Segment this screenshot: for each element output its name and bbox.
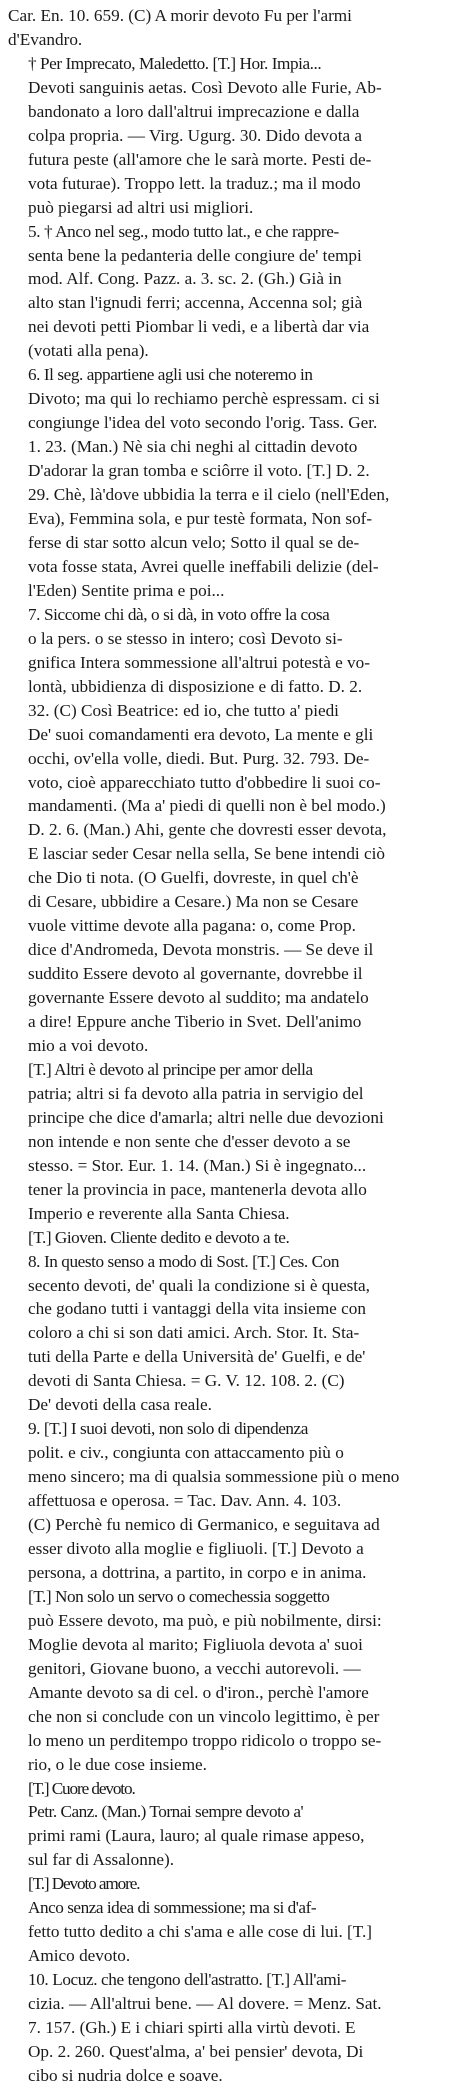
text-line: alto stan l'ignudi ferri; accenna, Accenna sol; già: [28, 293, 363, 313]
text-line: [T.] Gioven. Cliente dedito e devoto a te.: [28, 1227, 290, 1247]
text-line: secento devoti, de' quali la condizione si è questa,: [28, 1275, 370, 1295]
text-line: Eva), Femmina sola, e pur testè formata, Non sof-: [28, 509, 373, 529]
text-line: senta bene la pedanteria delle congiure de' tempi: [28, 245, 362, 265]
para-10: [8, 1968, 463, 2088]
text-line: vuole vittime devote alla pagana: o, come Prop.: [28, 916, 356, 936]
text-line: Moglie devota al marito; Figliuola devota a' suoi: [28, 1634, 363, 1654]
text-line: congiunge l'idea del voto secondo l'orig. Tass. Ger.: [28, 413, 378, 433]
text-line: persona, a dottrina, a partito, in corpo e in anima.: [28, 1562, 367, 1582]
text-line: d'Evandro.: [8, 29, 83, 49]
para-devoto-amore: [8, 1872, 463, 1896]
text-line: D. 2. 6. (Man.) Ahi, gente che dovresti esser devota,: [28, 820, 387, 840]
text-line: † Per Imprecato, Maledetto. [T.] Hor. Impia...: [28, 53, 322, 73]
text-line: 5. † Anco nel seg., modo tutto lat., e che rappre-: [28, 221, 339, 241]
text-line: può Essere devoto, ma può, e più nobilmente, dirsi:: [28, 1610, 382, 1630]
text-line: cizia. — All'altrui bene. — Al dovere. = Menz. Sat.: [28, 1994, 382, 2014]
para-petr-canz: [8, 1800, 463, 1872]
text-line: futura peste (all'amore che le sarà morte. Pesti de-: [28, 149, 372, 169]
text-line: Op. 2. 260. Quest'alma, a' bei pensier' devota, Di: [28, 2042, 364, 2062]
text-line: [T.] Non solo un servo o comechessia soggetto: [28, 1586, 330, 1606]
text-line: l'Eden) Sentite prima e poi...: [28, 580, 225, 600]
text-line: genitori, Giovane buono, a vecchi autorevoli. —: [28, 1658, 361, 1678]
text-line: 32. (C) Così Beatrice: ed io, che tutto a' piedi: [28, 700, 339, 720]
text-line: colpa propria. — Virg. Ugurg. 30. Dido devota a: [28, 125, 363, 145]
text-line: 10. Locuz. che tengono dell'astratto. [T.] All'ami-: [28, 1970, 347, 1990]
text-line: De' devoti della casa reale.: [28, 1395, 212, 1415]
text-line: primi rami (Laura, lauro; al quale rimase appeso,: [28, 1826, 365, 1846]
para-6: [8, 363, 463, 603]
text-line: ferse di star sotto alcun velo; Sotto il qual se de-: [28, 532, 360, 552]
text-line: [T.] Altri è devoto al principe per amor della: [28, 1059, 313, 1079]
text-line: governante Essere devoto al suddito; ma andatelo: [28, 988, 369, 1008]
para-7: [8, 603, 463, 1058]
text-line: tener la provincia in pace, mantenerla devota allo: [28, 1179, 367, 1199]
text-line: 29. Chè, là'dove ubbidia la terra e il cielo (nell'Eden,: [28, 485, 390, 505]
para-car-en-10: [8, 4, 463, 52]
text-line: 1. 23. (Man.) Nè sia chi neghi al cittadin devoto: [28, 437, 358, 457]
text-line: Car. En. 10. 659. (C) A morir devoto Fu per l'armi: [8, 6, 352, 25]
text-line: 7. Siccome chi dà, o si dà, in voto offre la cosa: [28, 604, 330, 624]
text-line: sul far di Assalonne).: [28, 1850, 175, 1870]
text-line: (C) Perchè fu nemico di Germanico, e seguitava ad: [28, 1515, 380, 1535]
text-line: [T.] Cuore devoto.: [28, 1778, 135, 1798]
text-line: 9. [T.] I suoi devoti, non solo di dipendenza: [28, 1419, 308, 1439]
text-line: suddito Essere devoto al governante, dovrebbe il: [28, 964, 363, 984]
text-line: può piegarsi ad altri usi migliori.: [28, 197, 254, 217]
para-cuore-devoto: [8, 1777, 463, 1801]
para-anco-senza: [8, 1896, 463, 1968]
text-line: coloro a chi si son dati amici. Arch. Stor. It. Sta-: [28, 1323, 360, 1343]
text-line: mod. Alf. Cong. Pazz. a. 3. sc. 2. (Gh.) Già in: [28, 269, 342, 289]
text-line: lo meno un perditempo troppo ridicolo o troppo se-: [28, 1730, 382, 1750]
text-line: mio a voi devoto.: [28, 1035, 149, 1055]
para-9: [8, 1417, 463, 1585]
text-line: a dire! Eppure anche Tiberio in Svet. Dell'animo: [28, 1012, 362, 1032]
para-per-imprecato: [8, 52, 463, 220]
text-line: De' suoi comandamenti era devoto, La mente e gli: [28, 724, 374, 744]
para-non-solo-servo: [8, 1585, 463, 1777]
text-line: (votati alla pena).: [28, 341, 149, 361]
para-gioven: [8, 1226, 463, 1250]
text-line: bandonato a loro dall'altrui imprecazione e dalla: [28, 101, 360, 121]
text-line: principe che dice d'amarla; altri nelle due devozioni: [28, 1107, 384, 1127]
text-line: Petr. Canz. (Man.) Tornai sempre devoto a': [28, 1802, 304, 1822]
text-line: E lasciar seder Cesar nella sella, Se bene intendi ciò: [28, 844, 385, 864]
text-line: 7. 157. (Gh.) E i chiari spirti alla virtù devoti. E: [28, 2018, 356, 2038]
text-line: Amante devoto sa di cel. o d'iron., perchè l'amore: [28, 1682, 369, 1702]
text-line: [T.] Devoto amore.: [28, 1874, 140, 1894]
text-line: Amico devoto.: [28, 1946, 131, 1966]
text-line: vota futurae). Troppo lett. la traduz.; ma il modo: [28, 173, 361, 193]
text-line: che godano tutti i vantaggi della vita insieme con: [28, 1299, 366, 1319]
text-line: 8. In questo senso a modo di Sost. [T.] Ces. Con: [28, 1251, 340, 1271]
text-line: di Cesare, ubbidire a Cesare.) Ma non se Cesare: [28, 892, 359, 912]
text-line: 6. Il seg. appartiene agli usi che noteremo in: [28, 365, 313, 385]
text-line: D'adorar la gran tomba e sciôrre il voto. [T.] D. 2.: [28, 461, 370, 481]
text-line: voto, cioè apparecchiato tutto d'obbedire li suoi co-: [28, 772, 381, 792]
text-line: o la pers. o se stesso in intero; così Devoto si-: [28, 628, 343, 648]
text-line: che non si conclude con un vincolo legittimo, è per: [28, 1706, 380, 1726]
text-line: vota fosse stata, Avrei quelle ineffabili delizie (del-: [28, 556, 379, 576]
text-line: Divoto; ma qui lo rechiamo perchè espressam. ci si: [28, 389, 380, 409]
text-line: devoti di Santa Chiesa. = G. V. 12. 108. 2. (C): [28, 1371, 345, 1391]
text-line: esser divoto alla moglie e figliuoli. [T.] Devoto a: [28, 1539, 364, 1558]
text-line: mandamenti. (Ma a' piedi di quelli non è bel modo.): [28, 796, 386, 816]
text-line: Imperio e reverente alla Santa Chiesa.: [28, 1203, 290, 1223]
text-line: lontà, ubbidienza di disposizione e di fatto. D. 2.: [28, 676, 363, 696]
text-line: patria; altri si fa devoto alla patria in servigio del: [28, 1083, 364, 1103]
text-line: Anco senza idea di sommessione; ma si d'af-: [28, 1898, 317, 1918]
text-line: tuti della Parte e della Università de' Guelfi, e de': [28, 1347, 366, 1367]
text-line: che Dio ti nota. (O Guelfi, dovreste, in quel ch'è: [28, 868, 359, 888]
text-line: dice d'Andromeda, Devota monstris. — Se deve il: [28, 940, 374, 960]
text-line: occhi, ov'ella volle, diedi. But. Purg. 32. 793. De-: [28, 748, 370, 768]
text-line: gnifica Intera sommessione all'altrui potestà e vo-: [28, 652, 370, 672]
text-line: Devoti sanguinis aetas. Così Devoto alle Furie, Ab-: [28, 77, 382, 97]
text-line: non intende e non sente che d'esser devoto a se: [28, 1131, 351, 1151]
text-line: nei devoti petti Piombar li vedi, e a libertà dar via: [28, 317, 370, 337]
text-line: polit. e civ., congiunta con attaccamento più o: [28, 1443, 344, 1463]
text-line: stesso. = Stor. Eur. 1. 14. (Man.) Si è ingegnato...: [28, 1155, 367, 1175]
text-line: cibo si nudria dolce e soave.: [28, 2065, 223, 2085]
para-altri-devoto: [8, 1058, 463, 1226]
text-line: rio, o le due cose insieme.: [28, 1754, 207, 1774]
text-line: meno sincero; ma di qualsia sommessione più o meno: [28, 1467, 400, 1487]
text-line: fetto tutto dedito a chi s'ama e alle cose di lui. [T.]: [28, 1922, 373, 1942]
para-5: [8, 220, 463, 364]
para-8: [8, 1250, 463, 1418]
text-line: affettuosa e operosa. = Tac. Dav. Ann. 4. 103.: [28, 1491, 342, 1511]
